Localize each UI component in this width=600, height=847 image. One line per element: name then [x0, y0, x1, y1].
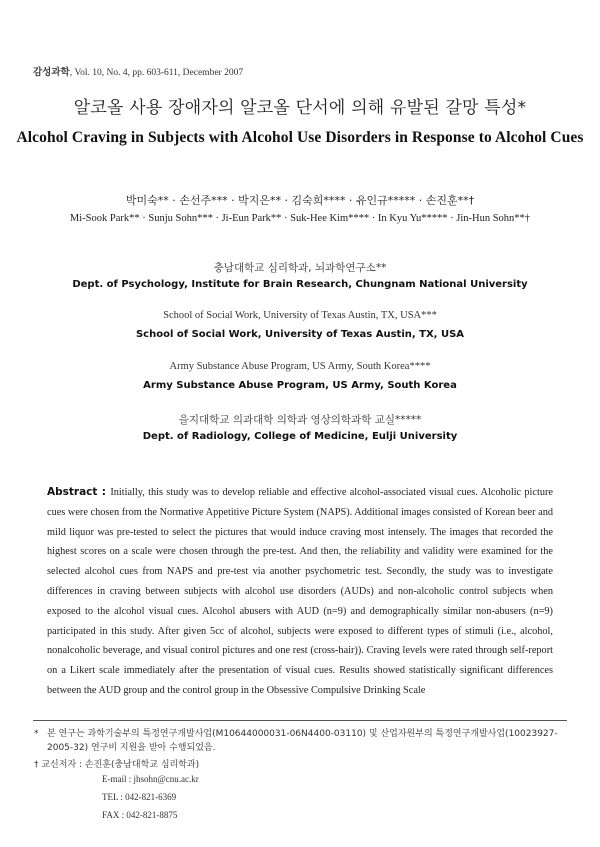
affiliation-3-primary: Army Substance Abuse Program, US Army, South Korea**** — [169, 361, 431, 372]
title-english: Alcohol Craving in Subjects with Alcohol Use Disorders in Response to Alcohol Cues — [16, 129, 584, 146]
affiliation-3-secondary: Army Substance Abuse Program, US Army, South Korea — [143, 380, 457, 391]
authors-english: Mi-Sook Park** · Sunju Sohn*** · Ji-Eun Park** · Suk-Hee Kim**** · In Kyu Yu***** · Jin-Hun Sohn**† — [69, 213, 531, 224]
footnote-mark: * — [34, 729, 39, 739]
authors-korean: 박미숙** · 손선주*** · 박지은** · 김숙희**** · 유인규***** · 손진훈**† — [125, 194, 475, 207]
journal-citation: 감성과학, Vol. 10, No. 4, pp. 603-611, December 2007 — [33, 67, 244, 78]
title-korean: 알코올 사용 장애자의 알코올 단서에 의해 유발된 갈망 특성* — [73, 98, 527, 118]
funding-footnote-text: 본 연구는 과학기술부의 특정연구개발사업(M10644000031-06N4400-03110) 및 산업자원부의 특정연구개발사업(10023927-2005-32) 연구비 지원을 받아 수행되었음. — [47, 729, 558, 753]
footnote-divider — [33, 720, 567, 721]
abstract-label: Abstract — [47, 486, 98, 498]
journal-volume-info: Vol. 10, No. 4, pp. 603-611, December 2007 — [74, 68, 244, 78]
funding-footnote — [34, 727, 564, 755]
contact-fax: FAX : 042-821-8875 — [102, 810, 178, 820]
affiliation-4-primary: 을지대학교 의과대학 의학과 영상의학과학 교실***** — [178, 414, 422, 426]
affiliation-1-secondary: Dept. of Psychology, Institute for Brain Research, Chungnam National University — [72, 279, 528, 290]
affiliation-2-primary: School of Social Work, University of Texas Austin, TX, USA*** — [163, 310, 437, 321]
corresponding-author: † 교신저자 : 손진훈(충남대학교 심리학과) — [34, 760, 200, 770]
contact-email: E-mail : jhsohn@cnu.ac.kr — [102, 774, 199, 784]
abstract: Abstract : Initially, this study was to develop reliable and effective alcohol-associated visual cues. Alcoholic picture cues were chosen from the Normative Appetitive Picture System (NAPS). Additional images consisted of Korean beer and mild liquor was pre-tested to select the pictures that would induce craving most intensely. The images that recorded the highest scores on a scale were chosen through the pre-test. And then, the reliability and validity were examined for the selected alcohol cues from NAPS and pre-test via another psychometric test. Secondly, the study was to investigate differences in craving between subjects with alcohol use disorders (AUDs) and non-alcoholic control subjects when exposed to the alcohol visual cues. Alcohol abusers with AUD (n=9) and demographically similar non-abusers (n=9) participated in this study. After given 5cc of alcohol, subjects were exposed to different types of stimuli (i.e., alcohol, nonalcoholic beverage, and visual control pictures and one rest (cross-hair)). Craving levels were rated through self-report on a Likert scale immediately after the presentation of visual cues. Results showed statistically significant differences between the AUD group and the control group in the Obsessive Compulsive Drinking Scale — [47, 486, 553, 696]
contact-tel: TEL : 042-821-6369 — [102, 792, 177, 802]
affiliation-1-primary: 충남대학교 심리학과, 뇌과학연구소** — [213, 262, 387, 274]
affiliation-2-secondary: School of Social Work, University of Texas Austin, TX, USA — [135, 329, 465, 340]
journal-name: 감성과학 — [33, 67, 70, 78]
affiliation-4-secondary: Dept. of Radiology, College of Medicine, Eulji University — [142, 431, 458, 442]
abstract-text: Initially, this study was to develop reliable and effective alcohol-associated visual cues. Alcoholic picture cues were chosen from the Normative Appetitive Picture System (NAPS). Additional images consisted of Korean beer and mild liquor was pre-tested to select the pictures that would induce craving most intensely. The images that recorded the highest scores on a scale were chosen through the pre-test. And then, the reliability and validity were examined for the selected alcohol cues from NAPS and pre-test via another psychometric test. Secondly, the study was to investigate differences in craving between subjects with alcohol use disorders (AUDs) and non-alcoholic control subjects when exposed to the alcohol visual cues. Alcohol abusers with AUD (n=9) and demographically similar non-abusers (n=9) participated in this study. After given 5cc of alcohol, subjects were exposed to different types of stimuli (i.e., alcohol, nonalcoholic beverage, and visual control pictures and one rest (cross-hair)). Craving levels were rated through self-report on a Likert scale immediately after the presentation of visual cues. Results showed statistically significant differences between the AUD group and the control group in the Obsessive Compulsive Drinking Scale — [47, 487, 553, 696]
